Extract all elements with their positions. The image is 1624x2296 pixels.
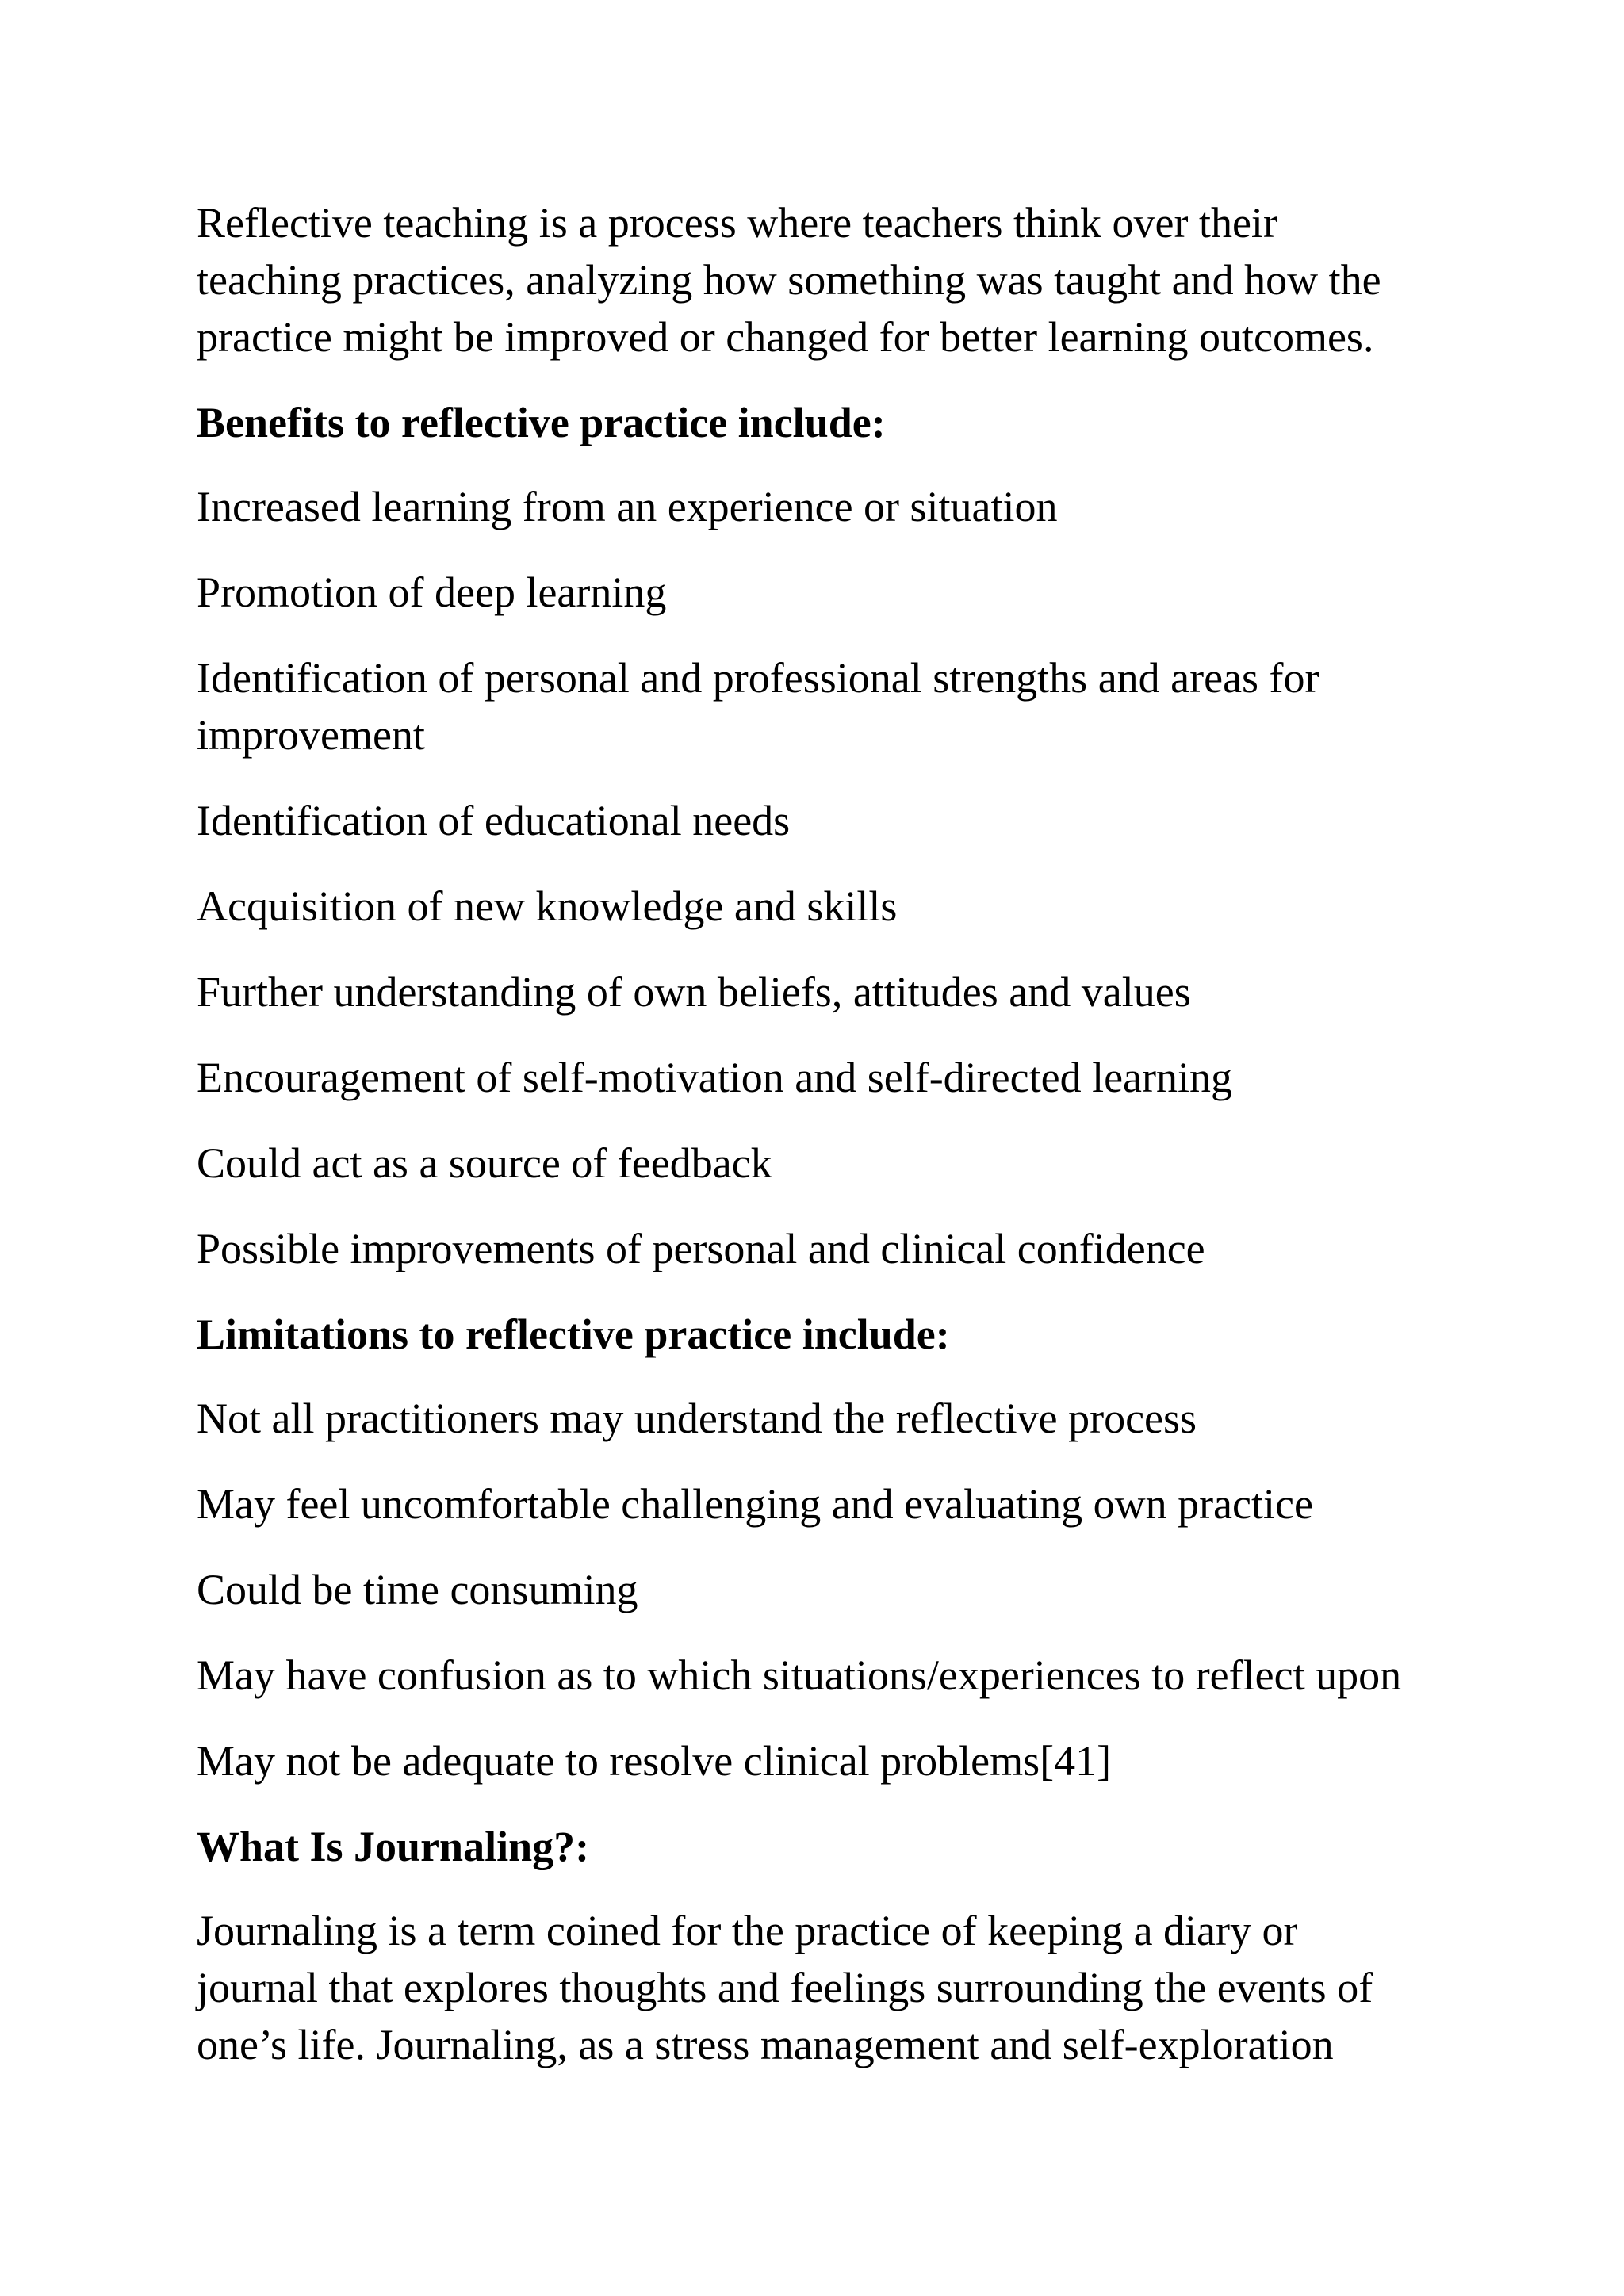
limitation-item: Could be time consuming bbox=[197, 1566, 638, 1613]
journaling-line: journal that explores thoughts and feelings surrounding the events of bbox=[197, 1964, 1373, 2011]
benefit-item: Promotion of deep learning bbox=[197, 568, 667, 616]
limitation-item: May feel uncomfortable challenging and evaluating own practice bbox=[197, 1480, 1313, 1528]
limitation-item: May not be adequate to resolve clinical problems[41] bbox=[197, 1737, 1112, 1785]
journaling-line: Journaling is a term coined for the practice of keeping a diary or bbox=[197, 1907, 1298, 1954]
limitation-item: Not all practitioners may understand the reflective process bbox=[197, 1395, 1197, 1442]
journaling-paragraph bbox=[197, 1902, 1465, 2073]
benefit-item: Acquisition of new knowledge and skills bbox=[197, 882, 898, 930]
benefit-item-line: Identification of personal and professional strengths and areas for bbox=[197, 654, 1320, 702]
document-page bbox=[197, 194, 1465, 2102]
benefit-item: Identification of educational needs bbox=[197, 797, 791, 844]
benefit-item: Possible improvements of personal and clinical confidence bbox=[197, 1225, 1205, 1272]
benefit-item: Further understanding of own beliefs, attitudes and values bbox=[197, 968, 1191, 1016]
benefit-item: Encouragement of self-motivation and self-directed learning bbox=[197, 1054, 1232, 1101]
intro-line: practice might be improved or changed for better learning outcomes. bbox=[197, 313, 1374, 361]
benefit-item: Increased learning from an experience or situation bbox=[197, 483, 1058, 530]
journaling-heading: What Is Journaling?: bbox=[197, 1823, 590, 1870]
benefits-heading: Benefits to reflective practice include: bbox=[197, 399, 886, 446]
intro-paragraph bbox=[197, 194, 1465, 365]
limitation-item: May have confusion as to which situations/experiences to reflect upon bbox=[197, 1651, 1402, 1699]
benefit-item: Could act as a source of feedback bbox=[197, 1139, 772, 1187]
benefit-item-line: improvement bbox=[197, 711, 425, 759]
intro-line: Reflective teaching is a process where teachers think over their bbox=[197, 199, 1277, 247]
journaling-line: one’s life. Journaling, as a stress management and self-exploration bbox=[197, 2021, 1334, 2068]
intro-line: teaching practices, analyzing how something was taught and how the bbox=[197, 256, 1381, 304]
limitations-heading: Limitations to reflective practice include: bbox=[197, 1311, 950, 1358]
benefit-item bbox=[197, 649, 1465, 763]
